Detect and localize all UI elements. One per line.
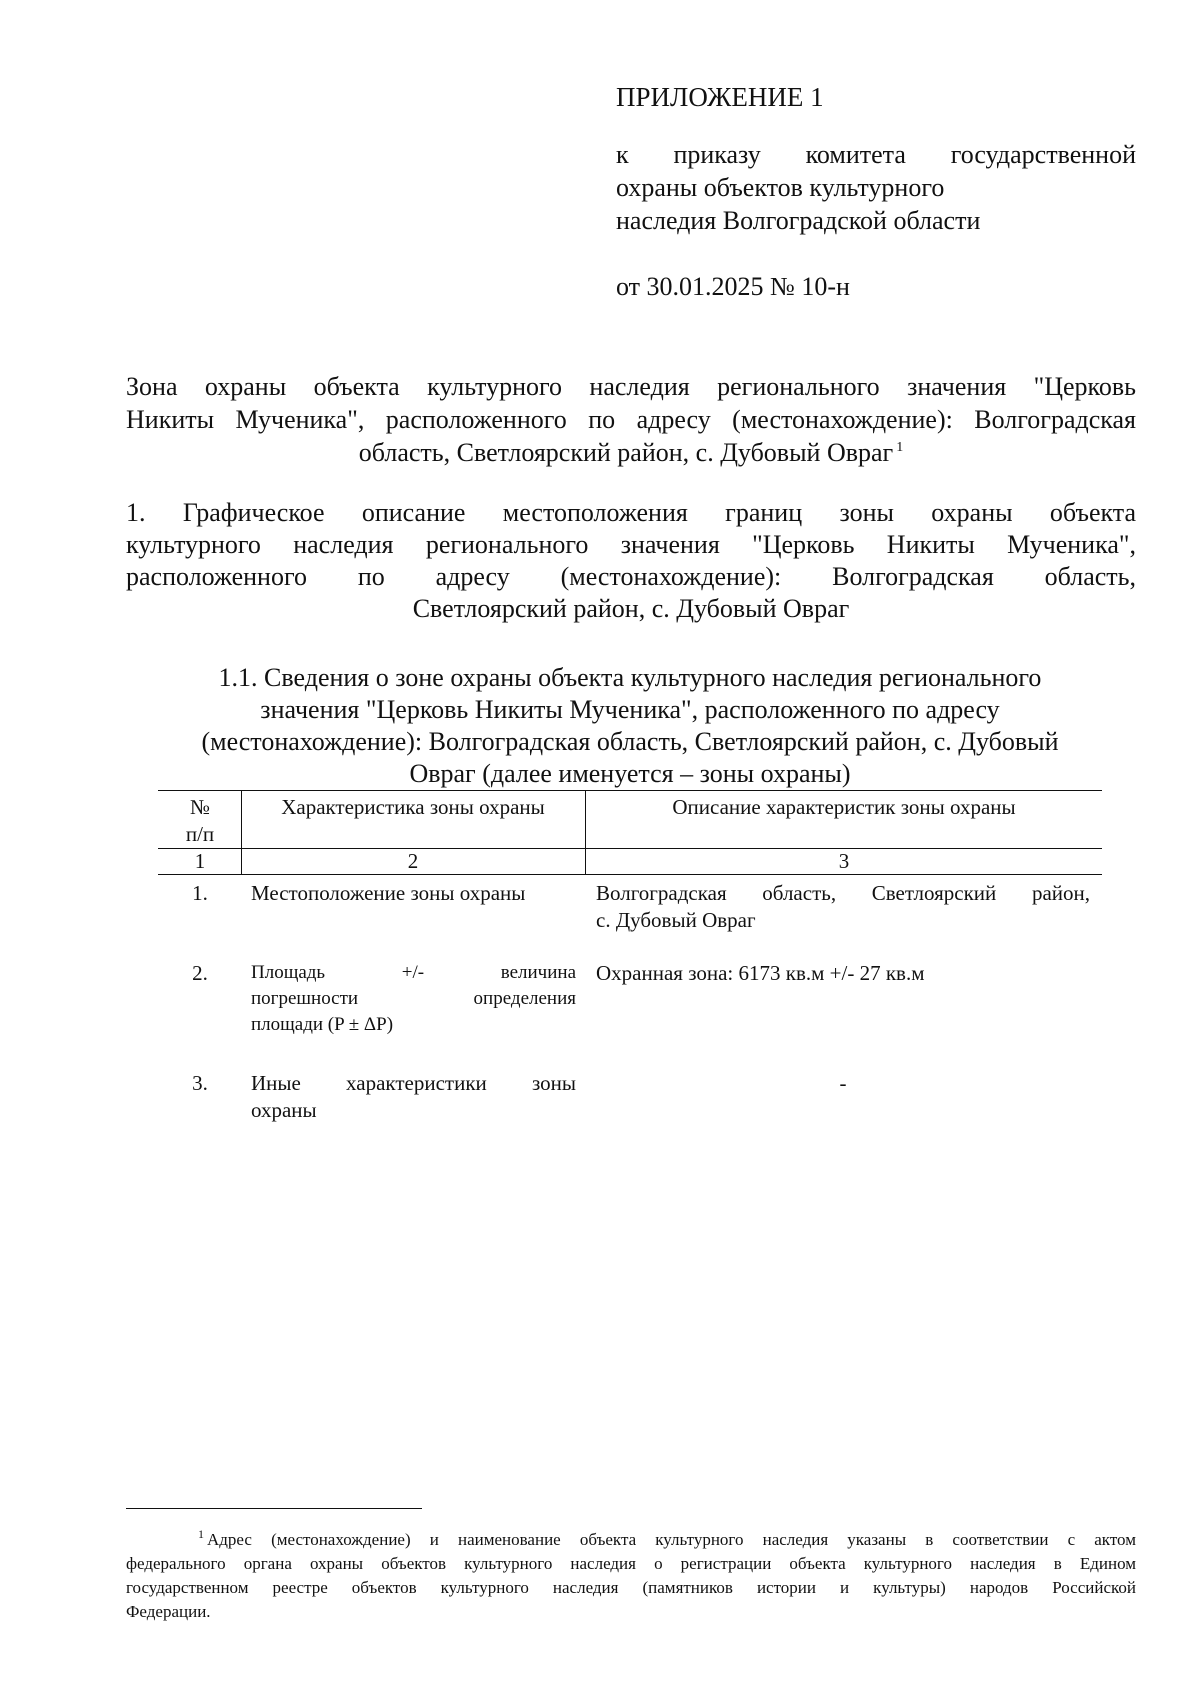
order-date: от 30.01.2025 № 10-н	[616, 272, 850, 301]
row-characteristic	[251, 1070, 576, 1124]
section-line: расположенного по адресу (местонахождение): Волгоградская область,	[126, 562, 1136, 591]
column-number: 3	[838, 849, 850, 873]
footnote-line-text: Адрес (местонахождение) и наименование объекта культурного наследия указаны в соответствии с актом	[207, 1530, 1136, 1549]
header-num	[170, 794, 230, 848]
footnote-separator	[126, 1508, 422, 1509]
header-num-line: п/п	[185, 822, 215, 846]
table-divider	[585, 790, 586, 874]
column-number: 1	[194, 849, 206, 873]
footnote-mark: 1	[198, 1527, 204, 1542]
title-line: Зона охраны объекта культурного наследия регионального значения "Церковь	[126, 372, 1136, 401]
row-number: 2.	[192, 961, 208, 985]
section-line: 1. Графическое описание местоположения границ зоны охраны объекта	[126, 498, 1136, 527]
table-divider	[241, 790, 242, 874]
row-number: 3.	[192, 1071, 208, 1095]
footnote	[126, 1528, 1136, 1624]
header-num-line: №	[189, 795, 211, 819]
footnote-line: федерального органа охраны объектов культурного наследия о регистрации объекта культурного наследия в Едином	[126, 1554, 1136, 1573]
order-reference-line: охраны объектов культурного	[616, 173, 945, 202]
section-line: культурного наследия регионального значения "Церковь Никиты Мученика",	[126, 530, 1136, 559]
subsection-line: 1.1. Сведения о зоне охраны объекта культурного наследия регионального	[218, 663, 1042, 692]
footnote-line: Федерации.	[126, 1602, 211, 1621]
row-characteristic-line: погрешности определения	[251, 988, 576, 1009]
title-line: Никиты Мученика", расположенного по адресу (местонахождение): Волгоградская	[126, 405, 1136, 434]
title-line-last	[126, 436, 1136, 469]
row-description-line: с. Дубовый Овраг	[596, 908, 756, 932]
row-characteristic	[251, 960, 576, 1038]
header-description: Описание характеристик зоны охраны	[672, 795, 1016, 819]
order-reference-line: к приказу комитета государственной	[616, 140, 1136, 169]
subsection-line: Овраг (далее именуется – зоны охраны)	[409, 759, 851, 788]
row-description-line: Волгоградская область, Светлоярский район,	[596, 881, 1090, 905]
document-title	[126, 370, 1136, 469]
row-description: Охранная зона: 6173 кв.м +/- 27 кв.м	[596, 961, 925, 985]
row-characteristic-line: площади (P ± ΔP)	[251, 1014, 394, 1035]
footnote-line: государственном реестре объектов культурного наследия (памятников истории и культуры) народов Российской	[126, 1578, 1136, 1597]
row-characteristic-line: охраны	[251, 1098, 317, 1122]
title-line-text: область, Светлоярский район, с. Дубовый Овраг	[358, 438, 894, 467]
header-characteristic: Характеристика зоны охраны	[281, 795, 545, 819]
row-number: 1.	[192, 881, 208, 905]
subsection-line: значения "Церковь Никиты Мученика", расположенного по адресу	[260, 695, 1000, 724]
table-rule-top	[158, 790, 1102, 791]
order-reference-line: наследия Волгоградской области	[616, 206, 981, 235]
appendix-title: ПРИЛОЖЕНИЕ 1	[616, 82, 824, 112]
row-characteristic-line: Площадь +/- величина	[251, 962, 576, 983]
subsection-1-1-heading	[150, 662, 1110, 790]
row-characteristic-line: Иные характеристики зоны	[251, 1071, 576, 1095]
row-description	[596, 880, 1090, 934]
footnote-reference[interactable]: 1	[896, 440, 904, 456]
section-line: Светлоярский район, с. Дубовый Овраг	[412, 594, 850, 623]
row-characteristic: Местоположение зоны охраны	[251, 881, 526, 905]
column-number: 2	[407, 849, 419, 873]
order-reference	[616, 138, 1136, 237]
section-1-heading	[126, 497, 1136, 625]
row-description: -	[839, 1071, 847, 1095]
subsection-line: (местонахождение): Волгоградская область, Светлоярский район, с. Дубовый	[201, 727, 1059, 756]
footnote-line	[126, 1528, 1136, 1552]
